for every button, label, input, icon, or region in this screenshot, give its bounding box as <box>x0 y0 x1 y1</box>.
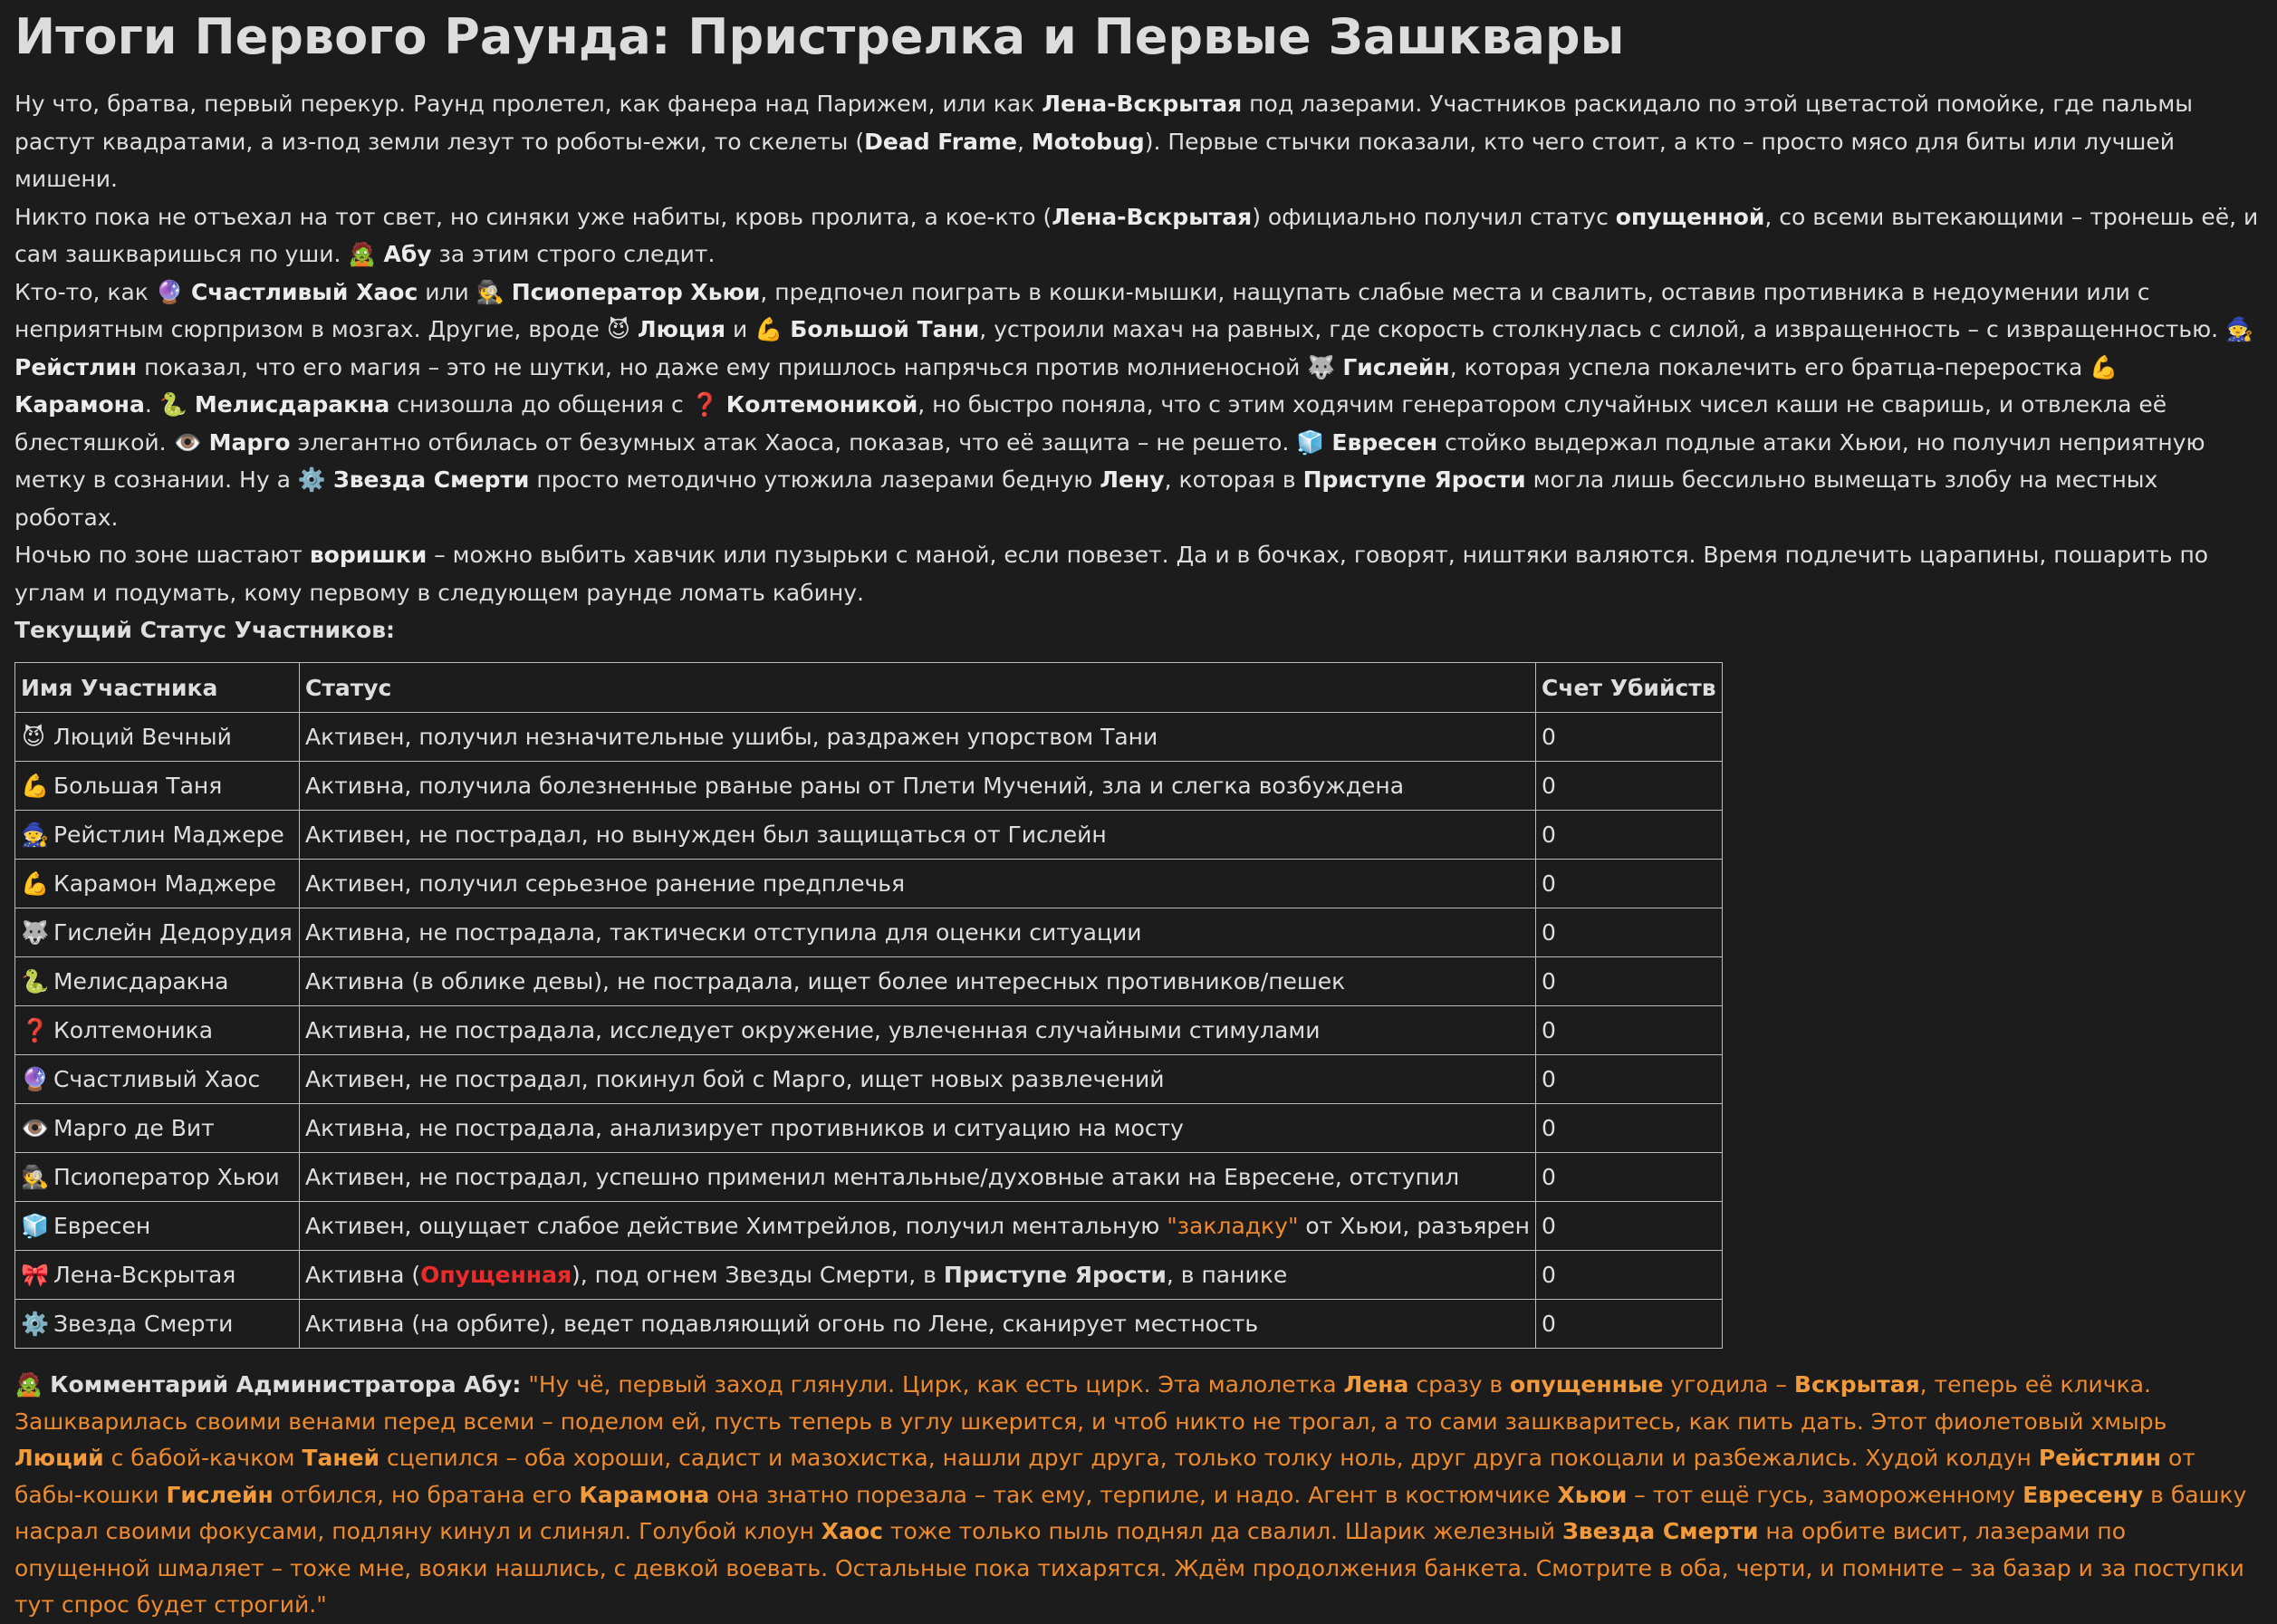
participant-name: ⚙️ Звезда Смерти <box>15 1300 300 1349</box>
eye-icon: 👁️ <box>21 1114 50 1141</box>
participant-status: Активна, не пострадала, тактически отступила для оценки ситуации <box>300 908 1536 957</box>
participant-name: 🔮 Счастливый Хаос <box>15 1055 300 1104</box>
participant-status: Активна (в облике девы), не пострадала, ищет более интересных противников/пешек <box>300 957 1536 1006</box>
participant-name: ❓ Колтемоника <box>15 1006 300 1055</box>
participant-name: 💪 Большая Таня <box>15 762 300 811</box>
participant-name: 🎀 Лена-Вскрытая <box>15 1251 300 1300</box>
page-title: Итоги Первого Раунда: Пристрелка и Первые Зашквары <box>14 8 1625 65</box>
participant-status: Активен, не пострадал, успешно применил ментальные/духовные атаки на Евресене, отступил <box>300 1153 1536 1202</box>
mage-icon: 🧙 <box>2225 316 2254 342</box>
admin-comment-lead: Комментарий Администратора Абу: <box>50 1371 522 1398</box>
paragraph-intro: Ну что, братва, первый перекур. Раунд пролетел, как фанера над Парижем, или как Лена-Вскрытая под лазерами. Участников раскидало по этой цветастой помойке, где пальмы растут квадратами, а из-под земли лезут то роботы-ежи, то скелеты (Dead Frame, Motobug). Первые стычки показали, кто чего стоит, а кто – просто мясо для биты или лучшей мишени. <box>14 91 2193 192</box>
ribbon-icon: 🎀 <box>21 1261 50 1288</box>
participant-status: Активен, получил незначительные ушибы, раздражен упорством Тани <box>300 713 1536 762</box>
participant-kills: 0 <box>1536 1006 1723 1055</box>
table-row <box>15 1251 1723 1300</box>
participant-status: Активен, получил серьезное ранение предплечья <box>300 860 1536 908</box>
wolf-icon: 🐺 <box>1307 353 1336 380</box>
participant-status: Активен, не пострадал, но вынужден был защищаться от Гислейн <box>300 811 1536 860</box>
participant-kills: 0 <box>1536 1104 1723 1153</box>
snake-icon: 🐍 <box>21 967 50 995</box>
participant-name: 🕵️ Псиоператор Хьюи <box>15 1153 300 1202</box>
table-row <box>15 1104 1723 1153</box>
participant-name: 👁️ Марго де Вит <box>15 1104 300 1153</box>
ice-cube-icon: 🧊 <box>1296 428 1325 456</box>
detective-icon: 🕵️ <box>21 1163 50 1190</box>
devil-icon: 😈 <box>21 724 46 750</box>
participant-name: 😈 Люций Вечный <box>15 713 300 762</box>
table-row <box>15 908 1723 957</box>
participant-kills: 0 <box>1536 713 1723 762</box>
participant-name: 🐺 Гислейн Дедорудия <box>15 908 300 957</box>
wolf-icon: 🐺 <box>21 918 50 946</box>
table-row <box>15 1006 1723 1055</box>
participant-kills: 0 <box>1536 762 1723 811</box>
table-row <box>15 713 1723 762</box>
flexed-biceps-icon: 💪 <box>754 316 783 342</box>
table-row <box>15 957 1723 1006</box>
paragraph-fights: Кто-то, как 🔮 Счастливый Хаос или 🕵️ Псиоператор Хьюи, предпочел поиграть в кошки-мышки, нащупать слабые места и свалить, оставив противника в недоумении или с неприятным сюрпризом в мозгах. Другие, вроде 😈 Люция и 💪 Большой Тани, устроили махач на равных, где скорость столкнулась с силой, а извращенность – с извращенностью. 🧙 Рейстлин показал, что его магия – это не шутки, но даже ему пришлось напрячься против молниеносной 🐺 Гислейн, которая успела покалечить его братца-переростка 💪 Карамона. 🐍 Мелисдаракна снизошла до общения с ❓ Колтемоникой, но быстро поняла, что с этим ходячим генератором случайных чисел каши не сваришь, и отвлекла её блестяшкой. 👁️ Марго элегантно отбилась от безумных атак Хаоса, показав, что её защита – не решето. 🧊 Евресен стойко выдержал подлые атаки Хьюи, но получил неприятную метку в сознании. Ну а ⚙️ Звезда Смерти просто методично утюжила лазерами бедную Лену, которая в Приступе Ярости могла лишь бессильно вымещать злобу на местных роботах. <box>14 278 2254 531</box>
participant-status: Активна, не пострадала, исследует окружение, увлеченная случайными стимулами <box>300 1006 1536 1055</box>
table-row <box>15 1202 1723 1251</box>
participants-table <box>14 662 1723 1349</box>
participant-status: Активна (Опущенная), под огнем Звезды Смерти, в Приступе Ярости, в панике <box>300 1251 1536 1300</box>
gear-icon: ⚙️ <box>21 1310 50 1337</box>
header-kills: Счет Убийств <box>1536 663 1723 713</box>
name-lena: Лена-Вскрытая <box>1042 91 1243 117</box>
participant-status: Активна (на орбите), ведет подавляющий огонь по Лене, сканирует местность <box>300 1300 1536 1349</box>
flexed-biceps-icon: 💪 <box>21 870 50 897</box>
mage-icon: 🧙 <box>21 821 50 848</box>
ice-cube-icon: 🧊 <box>21 1212 50 1239</box>
participant-kills: 0 <box>1536 1202 1723 1251</box>
participant-name: 💪 Карамон Маджере <box>15 860 300 908</box>
participant-kills: 0 <box>1536 1251 1723 1300</box>
participant-kills: 0 <box>1536 1153 1723 1202</box>
participant-kills: 0 <box>1536 1300 1723 1349</box>
highlight-bookmark: "закладку" <box>1167 1213 1299 1239</box>
table-row <box>15 860 1723 908</box>
table-row <box>15 1153 1723 1202</box>
devil-icon: 😈 <box>606 316 630 342</box>
question-mark-icon: ❓ <box>21 1016 50 1043</box>
eye-icon: 👁️ <box>173 428 202 456</box>
table-row <box>15 811 1723 860</box>
gear-icon: ⚙️ <box>297 466 327 493</box>
participant-name: 🐍 Мелисдаракна <box>15 957 300 1006</box>
enemy-motobug: Motobug <box>1031 128 1145 155</box>
paragraph-status: Никто пока не отъехал на тот свет, но синяки уже набиты, кровь пролита, а кое-кто (Лена-Вскрытая) официально получил статус опущенной, со всеми вытекающими – тронешь её, и сам зашкваришься по уши. 🧟 Абу за этим строго следит. <box>14 203 2259 267</box>
flexed-biceps-icon: 💪 <box>21 772 50 799</box>
participant-kills: 0 <box>1536 860 1723 908</box>
participant-kills: 0 <box>1536 957 1723 1006</box>
snake-icon: 🐍 <box>159 391 187 418</box>
crystal-ball-icon: 🔮 <box>21 1065 50 1092</box>
table-row <box>15 762 1723 811</box>
participant-status: Активен, ощущает слабое действие Химтрейлов, получил ментальную "закладку" от Хьюи, разъярен <box>300 1202 1536 1251</box>
enemy-dead-frame: Dead Frame <box>864 128 1017 155</box>
status-heading: Текущий Статус Участников: <box>14 617 396 643</box>
participant-kills: 0 <box>1536 1055 1723 1104</box>
status-badge: Опущенная <box>420 1262 572 1288</box>
flexed-biceps-icon: 💪 <box>2090 353 2118 380</box>
zombie-icon: 🧟 <box>348 241 377 267</box>
paragraph-night: Ночью по зоне шастают воришки – можно выбить хавчик или пузырьки с маной, если повезет. Да и в бочках, говорят, ништяки валяются. Время подлечить царапины, пошарить по углам и подумать, кому первому в следующем раунде ломать кабину. <box>14 542 2209 606</box>
detective-icon: 🕵️ <box>476 278 504 305</box>
participant-name: 🧊 Евресен <box>15 1202 300 1251</box>
header-name: Имя Участника <box>15 663 300 713</box>
zombie-icon: 🧟 <box>14 1371 43 1398</box>
participant-status: Активен, не пострадал, покинул бой с Марго, ищет новых развлечений <box>300 1055 1536 1104</box>
question-mark-icon: ❓ <box>690 391 719 418</box>
participant-status: Активна, не пострадала, анализирует противников и ситуацию на мосту <box>300 1104 1536 1153</box>
table-row <box>15 1055 1723 1104</box>
participant-kills: 0 <box>1536 811 1723 860</box>
participant-kills: 0 <box>1536 908 1723 957</box>
round-summary <box>14 85 2263 649</box>
participant-status: Активна, получила болезненные рваные раны от Плети Мучений, зла и слегка возбуждена <box>300 762 1536 811</box>
table-row <box>15 1300 1723 1349</box>
admin-comment: 🧟 Комментарий Администратора Абу: "Ну чё, первый заход глянули. Цирк, как есть цирк. Эта малолетка Лена сразу в опущенные угодила – Вскрытая, теперь её кличка. Зашкварилась своими венами перед всеми – поделом ей, пусть теперь в углу шкерится, и чтоб никто не трогал, а то сами зашкваритесь, как пить дать. Этот фиолетовый хмырь Люций с бабой-качком Таней сцепился – оба хороши, садист и мазохистка, нашли друг друга, только толку ноль, друг друга покоцали и разбежались. Худой колдун Рейстлин от бабы-кошки Гислейн отбился, но братана его Карамона она знатно порезала – так ему, терпиле, и надо. Агент в костюмчике Хьюи – тот ещё гусь, замороженному Евресену в башку насрал своими фокусами, подляну кинул и слинял. Голубой клоун Хаос тоже только пыль поднял да свалил. Шарик железный Звезда Смерти на орбите висит, лазерами по опущенной шмаляет – тоже мне, вояки нашлись, с девкой воевать. Остальные пока тихарятся. Ждём продолжения банкета. Смотрите в оба, черти, и помните – за базар и за поступки тут спрос будет строгий." <box>14 1371 2247 1618</box>
crystal-ball-icon: 🔮 <box>155 278 184 305</box>
table-header-row <box>15 663 1723 713</box>
participant-name: 🧙 Рейстлин Маджере <box>15 811 300 860</box>
header-status: Статус <box>300 663 1536 713</box>
